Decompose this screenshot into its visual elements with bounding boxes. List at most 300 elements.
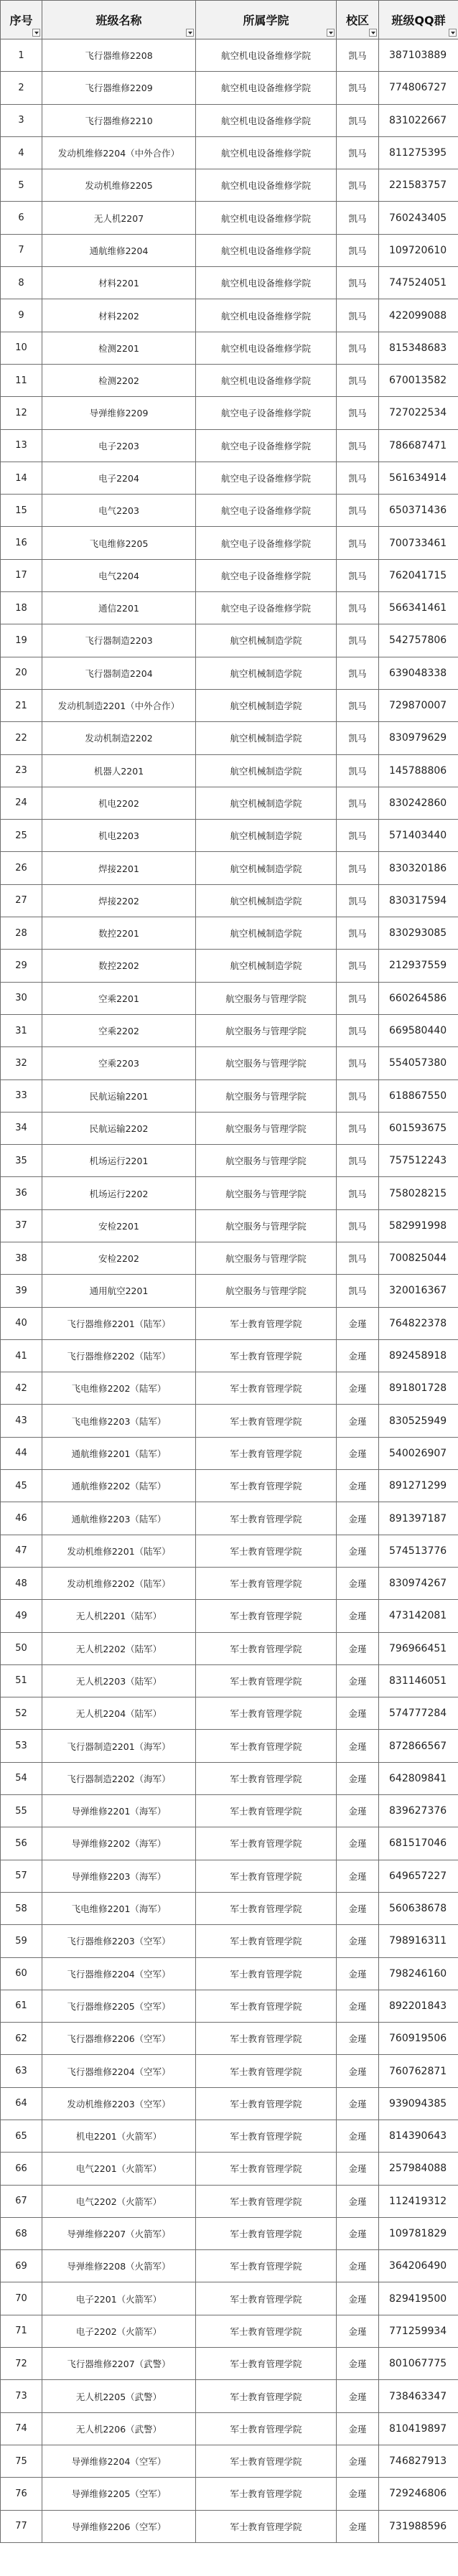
cell-class-name: 数控2201: [42, 917, 196, 950]
cell-qq-group: 757512243: [379, 1145, 458, 1177]
cell-class-name: 飞行器制造2201（海军）: [42, 1730, 196, 1762]
cell-campus: 凯马: [337, 299, 379, 332]
cell-campus: 金瑾: [337, 2055, 379, 2087]
cell-campus: 金瑾: [337, 1827, 379, 1860]
cell-class-name: 电子2204: [42, 462, 196, 494]
cell-qq-group: 540026907: [379, 1437, 458, 1469]
cell-class-name: 无人机2203（陆军）: [42, 1664, 196, 1697]
cell-qq-group: 831146051: [379, 1664, 458, 1697]
cell-qq-group: 814390643: [379, 2120, 458, 2153]
cell-class-name: 飞行器维修2207（武警）: [42, 2348, 196, 2380]
cell-college: 军士教育管理学院: [196, 1470, 337, 1502]
cell-college: 航空服务与管理学院: [196, 1079, 337, 1112]
cell-index: 39: [1, 1275, 42, 1307]
cell-college: 军士教育管理学院: [196, 1827, 337, 1860]
cell-qq-group: 566341461: [379, 592, 458, 624]
cell-college: 军士教育管理学院: [196, 2380, 337, 2412]
cell-index: 11: [1, 364, 42, 396]
table-row: [1, 559, 458, 591]
cell-college: 航空电子设备维修学院: [196, 495, 337, 527]
cell-qq-group: 574513776: [379, 1535, 458, 1567]
cell-college: 航空电子设备维修学院: [196, 397, 337, 429]
cell-college: 航空服务与管理学院: [196, 982, 337, 1014]
table-body: [1, 39, 458, 2543]
cell-class-name: 发动机维修2204（中外合作）: [42, 136, 196, 169]
table-row: [1, 1990, 458, 2022]
table-row: [1, 2315, 458, 2347]
cell-qq-group: 660264586: [379, 982, 458, 1014]
cell-qq-group: 771259934: [379, 2315, 458, 2347]
cell-college: 军士教育管理学院: [196, 2120, 337, 2153]
table-row: [1, 754, 458, 787]
table-row: [1, 104, 458, 136]
cell-campus: 金瑾: [337, 2023, 379, 2055]
cell-college: 军士教育管理学院: [196, 1405, 337, 1437]
cell-qq-group: 221583757: [379, 169, 458, 202]
cell-qq-group: 760762871: [379, 2055, 458, 2087]
table-row: [1, 2412, 458, 2445]
cell-campus: 金瑾: [337, 1990, 379, 2022]
cell-class-name: 电子2203: [42, 429, 196, 462]
cell-class-name: 导弹维修2201（海军）: [42, 1795, 196, 1827]
cell-college: 军士教育管理学院: [196, 1567, 337, 1599]
cell-qq-group: 212937559: [379, 950, 458, 982]
cell-campus: 金瑾: [337, 1437, 379, 1469]
cell-qq-group: 554057380: [379, 1047, 458, 1079]
table-row: [1, 624, 458, 657]
table-row: [1, 722, 458, 754]
cell-index: 15: [1, 495, 42, 527]
table-row: [1, 2250, 458, 2282]
cell-index: 42: [1, 1372, 42, 1405]
cell-class-name: 飞行器维修2209: [42, 72, 196, 104]
cell-index: 73: [1, 2380, 42, 2412]
table-row: [1, 1275, 458, 1307]
cell-qq-group: 112419312: [379, 2185, 458, 2217]
cell-class-name: 飞行器制造2202（海军）: [42, 1762, 196, 1794]
cell-campus: 金瑾: [337, 1795, 379, 1827]
cell-index: 5: [1, 169, 42, 202]
cell-campus: 金瑾: [337, 1372, 379, 1405]
cell-campus: 凯马: [337, 136, 379, 169]
cell-qq-group: 731988596: [379, 2510, 458, 2542]
table-row: [1, 1535, 458, 1567]
cell-qq-group: 801067775: [379, 2348, 458, 2380]
cell-index: 74: [1, 2412, 42, 2445]
cell-class-name: 机电2201（火箭军）: [42, 2120, 196, 2153]
cell-qq-group: 700733461: [379, 527, 458, 559]
cell-campus: 金瑾: [337, 1860, 379, 1892]
cell-college: 航空机械制造学院: [196, 689, 337, 721]
cell-college: 航空机械制造学院: [196, 917, 337, 950]
cell-index: 31: [1, 1014, 42, 1046]
cell-campus: 金瑾: [337, 1632, 379, 1664]
table-row: [1, 852, 458, 884]
cell-qq-group: 760919506: [379, 2023, 458, 2055]
table-row: [1, 1014, 458, 1046]
table-row: [1, 689, 458, 721]
header-qq-group-label: 班级QQ群: [391, 14, 446, 27]
cell-index: 16: [1, 527, 42, 559]
cell-qq-group: 891397187: [379, 1502, 458, 1535]
cell-college: 航空机械制造学院: [196, 722, 337, 754]
cell-qq-group: 560638678: [379, 1892, 458, 1924]
cell-campus: 凯马: [337, 884, 379, 917]
cell-qq-group: 811275395: [379, 136, 458, 169]
cell-qq-group: 810419897: [379, 2412, 458, 2445]
cell-college: 航空机械制造学院: [196, 820, 337, 852]
cell-college: 航空机电设备维修学院: [196, 202, 337, 234]
cell-campus: 凯马: [337, 754, 379, 787]
table-row: [1, 1405, 458, 1437]
cell-campus: 凯马: [337, 1242, 379, 1274]
table-row: [1, 2055, 458, 2087]
cell-college: 航空机电设备维修学院: [196, 299, 337, 332]
cell-college: 军士教育管理学院: [196, 2087, 337, 2120]
cell-index: 53: [1, 1730, 42, 1762]
dropdown-filter-icon[interactable]: [369, 29, 377, 37]
cell-college: 军士教育管理学院: [196, 1502, 337, 1535]
cell-index: 49: [1, 1600, 42, 1632]
cell-class-name: 材料2202: [42, 299, 196, 332]
table-row: [1, 1339, 458, 1372]
cell-qq-group: 422099088: [379, 299, 458, 332]
cell-college: 航空机械制造学院: [196, 624, 337, 657]
cell-qq-group: 830974267: [379, 1567, 458, 1599]
cell-index: 59: [1, 1925, 42, 1957]
cell-index: 51: [1, 1664, 42, 1697]
cell-index: 61: [1, 1990, 42, 2022]
cell-qq-group: 601593675: [379, 1112, 458, 1144]
cell-campus: 凯马: [337, 689, 379, 721]
cell-class-name: 无人机2206（武警）: [42, 2412, 196, 2445]
cell-campus: 凯马: [337, 332, 379, 364]
cell-class-name: 电气2202（火箭军）: [42, 2185, 196, 2217]
cell-index: 8: [1, 267, 42, 299]
cell-index: 33: [1, 1079, 42, 1112]
cell-qq-group: 746827913: [379, 2445, 458, 2477]
cell-college: 航空服务与管理学院: [196, 1177, 337, 1209]
table-row: [1, 1860, 458, 1892]
table-row: [1, 2348, 458, 2380]
cell-index: 55: [1, 1795, 42, 1827]
cell-qq-group: 829419500: [379, 2282, 458, 2315]
cell-college: 航空电子设备维修学院: [196, 527, 337, 559]
cell-class-name: 机电2203: [42, 820, 196, 852]
cell-qq-group: 830979629: [379, 722, 458, 754]
cell-qq-group: 618867550: [379, 1079, 458, 1112]
cell-campus: 凯马: [337, 202, 379, 234]
header-row: [1, 1, 458, 39]
cell-campus: 凯马: [337, 1209, 379, 1242]
cell-index: 66: [1, 2153, 42, 2185]
table-row: [1, 1209, 458, 1242]
cell-campus: 金瑾: [337, 2217, 379, 2249]
table-row: [1, 397, 458, 429]
cell-class-name: 飞电维修2203（陆军）: [42, 1405, 196, 1437]
cell-class-name: 机器人2201: [42, 754, 196, 787]
cell-campus: 凯马: [337, 1079, 379, 1112]
table-row: [1, 429, 458, 462]
cell-index: 10: [1, 332, 42, 364]
cell-campus: 金瑾: [337, 2087, 379, 2120]
cell-college: 军士教育管理学院: [196, 2055, 337, 2087]
cell-class-name: 飞行器制造2203: [42, 624, 196, 657]
cell-qq-group: 582991998: [379, 1209, 458, 1242]
cell-college: 航空服务与管理学院: [196, 1112, 337, 1144]
table-row: [1, 982, 458, 1014]
cell-index: 22: [1, 722, 42, 754]
cell-college: 航空服务与管理学院: [196, 1047, 337, 1079]
cell-class-name: 导弹维修2209: [42, 397, 196, 429]
cell-index: 29: [1, 950, 42, 982]
cell-index: 52: [1, 1697, 42, 1730]
table-row: [1, 2217, 458, 2249]
cell-index: 17: [1, 559, 42, 591]
cell-college: 航空电子设备维修学院: [196, 592, 337, 624]
cell-class-name: 飞行器维修2208: [42, 39, 196, 72]
cell-class-name: 飞行器维修2205（空军）: [42, 1990, 196, 2022]
cell-campus: 金瑾: [337, 2412, 379, 2445]
header-class-name: [42, 1, 196, 39]
cell-college: 军士教育管理学院: [196, 2217, 337, 2249]
cell-class-name: 通用航空2201: [42, 1275, 196, 1307]
cell-class-name: 通航维修2202（陆军）: [42, 1470, 196, 1502]
cell-index: 72: [1, 2348, 42, 2380]
table-row: [1, 1567, 458, 1599]
cell-qq-group: 839627376: [379, 1795, 458, 1827]
cell-class-name: 无人机2204（陆军）: [42, 1697, 196, 1730]
cell-college: 航空机电设备维修学院: [196, 332, 337, 364]
dropdown-filter-icon[interactable]: [449, 29, 457, 37]
cell-qq-group: 798916311: [379, 1925, 458, 1957]
table-row: [1, 1112, 458, 1144]
dropdown-filter-icon[interactable]: [327, 29, 335, 37]
cell-class-name: 通信2201: [42, 592, 196, 624]
cell-college: 航空服务与管理学院: [196, 1209, 337, 1242]
table-row: [1, 1470, 458, 1502]
cell-index: 48: [1, 1567, 42, 1599]
cell-class-name: 机场运行2202: [42, 1177, 196, 1209]
cell-college: 军士教育管理学院: [196, 1892, 337, 1924]
cell-qq-group: 364206490: [379, 2250, 458, 2282]
cell-qq-group: 145788806: [379, 754, 458, 787]
cell-index: 70: [1, 2282, 42, 2315]
cell-index: 75: [1, 2445, 42, 2477]
table-row: [1, 332, 458, 364]
cell-qq-group: 830320186: [379, 852, 458, 884]
cell-qq-group: 109720610: [379, 234, 458, 266]
cell-class-name: 发动机维修2205: [42, 169, 196, 202]
cell-class-name: 检测2202: [42, 364, 196, 396]
table-row: [1, 1372, 458, 1405]
cell-class-name: 飞行器维修2203（空军）: [42, 1925, 196, 1957]
cell-campus: 金瑾: [337, 1567, 379, 1599]
cell-college: 军士教育管理学院: [196, 2250, 337, 2282]
table-row: [1, 2445, 458, 2477]
cell-college: 航空电子设备维修学院: [196, 462, 337, 494]
cell-qq-group: 831022667: [379, 104, 458, 136]
cell-index: 47: [1, 1535, 42, 1567]
cell-college: 航空服务与管理学院: [196, 1014, 337, 1046]
cell-campus: 凯马: [337, 397, 379, 429]
cell-qq-group: 700825044: [379, 1242, 458, 1274]
table-row: [1, 2510, 458, 2542]
table-row: [1, 1795, 458, 1827]
cell-class-name: 焊接2201: [42, 852, 196, 884]
cell-index: 4: [1, 136, 42, 169]
cell-class-name: 飞电维修2205: [42, 527, 196, 559]
cell-campus: 金瑾: [337, 2250, 379, 2282]
cell-qq-group: 109781829: [379, 2217, 458, 2249]
table-row: [1, 884, 458, 917]
cell-campus: 凯马: [337, 364, 379, 396]
cell-college: 军士教育管理学院: [196, 1307, 337, 1339]
cell-campus: 凯马: [337, 820, 379, 852]
cell-campus: 凯马: [337, 559, 379, 591]
cell-class-name: 电子2201（火箭军）: [42, 2282, 196, 2315]
cell-qq-group: 892201843: [379, 1990, 458, 2022]
cell-index: 26: [1, 852, 42, 884]
cell-college: 航空机电设备维修学院: [196, 169, 337, 202]
cell-index: 62: [1, 2023, 42, 2055]
cell-index: 68: [1, 2217, 42, 2249]
table-header: [1, 1, 458, 39]
cell-index: 13: [1, 429, 42, 462]
cell-class-name: 机场运行2201: [42, 1145, 196, 1177]
table-row: [1, 1177, 458, 1209]
cell-qq-group: 681517046: [379, 1827, 458, 1860]
cell-campus: 凯马: [337, 1014, 379, 1046]
cell-class-name: 飞电维修2202（陆军）: [42, 1372, 196, 1405]
cell-class-name: 导弹维修2204（空军）: [42, 2445, 196, 2477]
cell-index: 20: [1, 657, 42, 689]
cell-college: 军士教育管理学院: [196, 1535, 337, 1567]
cell-class-name: 导弹维修2207（火箭军）: [42, 2217, 196, 2249]
cell-index: 67: [1, 2185, 42, 2217]
cell-campus: 金瑾: [337, 2510, 379, 2542]
cell-campus: 凯马: [337, 982, 379, 1014]
table-row: [1, 2120, 458, 2153]
cell-college: 军士教育管理学院: [196, 1372, 337, 1405]
table-row: [1, 2023, 458, 2055]
cell-campus: 凯马: [337, 787, 379, 819]
cell-campus: 金瑾: [337, 1730, 379, 1762]
cell-qq-group: 891801728: [379, 1372, 458, 1405]
cell-class-name: 安检2201: [42, 1209, 196, 1242]
cell-class-name: 导弹维修2202（海军）: [42, 1827, 196, 1860]
cell-index: 18: [1, 592, 42, 624]
cell-index: 57: [1, 1860, 42, 1892]
cell-campus: 金瑾: [337, 2348, 379, 2380]
cell-class-name: 发动机制造2201（中外合作）: [42, 689, 196, 721]
cell-college: 航空机械制造学院: [196, 657, 337, 689]
cell-index: 65: [1, 2120, 42, 2153]
cell-class-name: 导弹维修2203（海军）: [42, 1860, 196, 1892]
table-row: [1, 1957, 458, 1990]
cell-qq-group: 830242860: [379, 787, 458, 819]
cell-index: 77: [1, 2510, 42, 2542]
cell-campus: 金瑾: [337, 1535, 379, 1567]
cell-qq-group: 760243405: [379, 202, 458, 234]
cell-college: 军士教育管理学院: [196, 1730, 337, 1762]
cell-index: 32: [1, 1047, 42, 1079]
cell-campus: 金瑾: [337, 2380, 379, 2412]
cell-index: 21: [1, 689, 42, 721]
dropdown-filter-icon[interactable]: [186, 29, 194, 37]
header-qq-group: [379, 1, 458, 39]
dropdown-filter-icon[interactable]: [32, 29, 40, 37]
cell-campus: 金瑾: [337, 1664, 379, 1697]
cell-college: 军士教育管理学院: [196, 2023, 337, 2055]
table-row: [1, 1600, 458, 1632]
table-row: [1, 1827, 458, 1860]
cell-campus: 凯马: [337, 592, 379, 624]
cell-campus: 金瑾: [337, 1762, 379, 1794]
cell-college: 军士教育管理学院: [196, 1697, 337, 1730]
cell-class-name: 无人机2205（武警）: [42, 2380, 196, 2412]
cell-college: 航空服务与管理学院: [196, 1275, 337, 1307]
cell-college: 航空电子设备维修学院: [196, 559, 337, 591]
cell-campus: 金瑾: [337, 1339, 379, 1372]
cell-campus: 凯马: [337, 495, 379, 527]
cell-index: 27: [1, 884, 42, 917]
cell-class-name: 通航维修2203（陆军）: [42, 1502, 196, 1535]
cell-college: 航空机电设备维修学院: [196, 234, 337, 266]
cell-campus: 凯马: [337, 527, 379, 559]
cell-college: 军士教育管理学院: [196, 2153, 337, 2185]
cell-index: 35: [1, 1145, 42, 1177]
table-row: [1, 527, 458, 559]
cell-qq-group: 892458918: [379, 1339, 458, 1372]
cell-qq-group: 738463347: [379, 2380, 458, 2412]
cell-campus: 凯马: [337, 624, 379, 657]
cell-index: 38: [1, 1242, 42, 1274]
cell-college: 航空机械制造学院: [196, 787, 337, 819]
header-campus-label: 校区: [345, 14, 369, 27]
cell-index: 9: [1, 299, 42, 332]
cell-qq-group: 830317594: [379, 884, 458, 917]
cell-class-name: 无人机2201（陆军）: [42, 1600, 196, 1632]
cell-qq-group: 764822378: [379, 1307, 458, 1339]
cell-qq-group: 891271299: [379, 1470, 458, 1502]
table-row: [1, 820, 458, 852]
cell-campus: 金瑾: [337, 1957, 379, 1990]
cell-college: 军士教育管理学院: [196, 1437, 337, 1469]
table-row: [1, 1730, 458, 1762]
cell-college: 航空服务与管理学院: [196, 1242, 337, 1274]
table-row: [1, 1632, 458, 1664]
cell-campus: 金瑾: [337, 1697, 379, 1730]
cell-campus: 凯马: [337, 852, 379, 884]
cell-college: 军士教育管理学院: [196, 1664, 337, 1697]
cell-qq-group: 542757806: [379, 624, 458, 657]
cell-class-name: 空乘2202: [42, 1014, 196, 1046]
cell-class-name: 发动机维修2202（陆军）: [42, 1567, 196, 1599]
cell-campus: 凯马: [337, 1177, 379, 1209]
cell-class-name: 发动机维修2203（空军）: [42, 2087, 196, 2120]
cell-campus: 凯马: [337, 267, 379, 299]
cell-qq-group: 571403440: [379, 820, 458, 852]
cell-college: 航空机电设备维修学院: [196, 136, 337, 169]
cell-college: 军士教育管理学院: [196, 2348, 337, 2380]
cell-qq-group: 786687471: [379, 429, 458, 462]
table-row: [1, 72, 458, 104]
header-index-label: 序号: [9, 14, 33, 27]
cell-index: 28: [1, 917, 42, 950]
cell-campus: 金瑾: [337, 1405, 379, 1437]
cell-qq-group: 649657227: [379, 1860, 458, 1892]
